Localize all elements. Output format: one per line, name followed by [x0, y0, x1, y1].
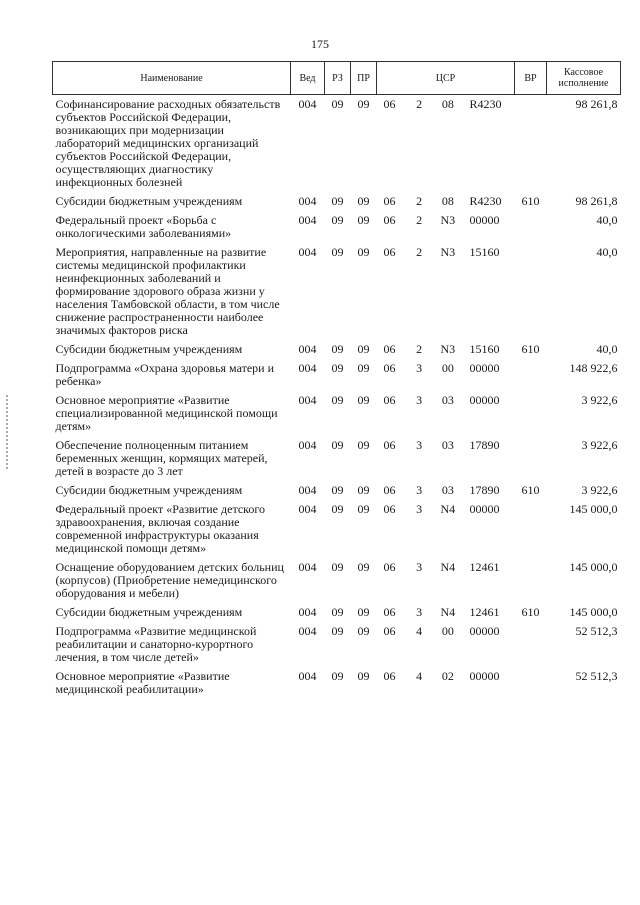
csr-program: 06 [383, 605, 396, 619]
row-name: Основное мероприятие «Развитие медицинской реабилитации» [55, 669, 230, 696]
csr-subprogram: 3 [416, 361, 423, 375]
csr-event: N3 [440, 342, 456, 356]
csr-direction: 00000 [469, 502, 500, 516]
row-pr: 09 [357, 483, 370, 497]
row-vr: 610 [521, 483, 540, 497]
csr-program: 06 [383, 361, 396, 375]
row-rz: 09 [331, 502, 344, 516]
csr-program: 06 [383, 97, 396, 111]
csr-program: 06 [383, 194, 396, 208]
header-vr: ВР [515, 62, 547, 95]
row-vr [515, 211, 547, 243]
csr-subprogram: 3 [416, 393, 423, 407]
row-amount: 3 922,6 [581, 393, 618, 407]
table-row [53, 340, 621, 359]
csr-direction: 00000 [469, 669, 500, 683]
row-pr: 09 [357, 560, 370, 574]
header-ved: Вед [291, 62, 325, 95]
row-csr [377, 667, 515, 699]
csr-direction: 15160 [469, 342, 500, 356]
row-name: Подпрограмма «Развитие медицинской реабилитации и санаторно-курортного лечения, в том числе детей» [55, 624, 257, 664]
row-name: Основное мероприятие «Развитие специализированной медицинской помощи детям» [55, 393, 278, 433]
row-pr: 09 [357, 213, 370, 227]
table-row [53, 359, 621, 391]
row-vr [515, 391, 547, 436]
csr-event: 08 [441, 194, 454, 208]
row-pr: 09 [357, 438, 370, 452]
csr-subprogram: 2 [416, 213, 423, 227]
row-amount: 98 261,8 [575, 97, 618, 111]
row-vr: 610 [521, 605, 540, 619]
row-ved: 004 [298, 438, 317, 452]
table-row [53, 667, 621, 699]
csr-direction: 00000 [469, 393, 500, 407]
csr-subprogram: 2 [416, 97, 423, 111]
row-amount: 148 922,6 [569, 361, 618, 375]
row-amount: 145 000,0 [569, 502, 618, 516]
row-csr [377, 436, 515, 481]
row-pr: 09 [357, 669, 370, 683]
row-ved: 004 [298, 502, 317, 516]
row-rz: 09 [331, 624, 344, 638]
row-csr [377, 391, 515, 436]
row-vr [515, 359, 547, 391]
csr-event: 02 [441, 669, 454, 683]
row-pr: 09 [357, 361, 370, 375]
row-csr [377, 340, 515, 359]
row-amount: 52 512,3 [575, 624, 618, 638]
csr-direction: 17890 [469, 438, 500, 452]
row-ved: 004 [298, 483, 317, 497]
row-rz: 09 [331, 194, 344, 208]
csr-event: N4 [440, 605, 456, 619]
csr-program: 06 [383, 342, 396, 356]
row-pr: 09 [357, 342, 370, 356]
row-amount: 40,0 [596, 342, 618, 356]
table-row [53, 622, 621, 667]
row-rz: 09 [331, 245, 344, 259]
csr-subprogram: 3 [416, 605, 423, 619]
csr-event: 00 [441, 624, 454, 638]
row-name: Субсидии бюджетным учреждениям [55, 342, 243, 356]
csr-direction: R4230 [469, 194, 502, 208]
table-row [53, 603, 621, 622]
csr-subprogram: 4 [416, 624, 423, 638]
row-rz: 09 [331, 213, 344, 227]
header-rz: РЗ [325, 62, 351, 95]
csr-direction: 00000 [469, 213, 500, 227]
row-ved: 004 [298, 194, 317, 208]
row-vr [515, 500, 547, 558]
row-csr [377, 95, 515, 193]
table-header [53, 62, 621, 95]
csr-event: 00 [441, 361, 454, 375]
csr-direction: 12461 [469, 605, 500, 619]
row-csr [377, 622, 515, 667]
side-margin-mark [6, 395, 8, 470]
header-pr: ПР [351, 62, 377, 95]
csr-program: 06 [383, 483, 396, 497]
row-ved: 004 [298, 361, 317, 375]
row-csr [377, 211, 515, 243]
row-vr [515, 558, 547, 603]
row-amount: 98 261,8 [575, 194, 618, 208]
csr-direction: 00000 [469, 624, 500, 638]
csr-event: 08 [441, 97, 454, 111]
row-rz: 09 [331, 669, 344, 683]
header-name: Наименование [53, 62, 291, 95]
csr-event: N3 [440, 213, 456, 227]
row-amount: 3 922,6 [581, 438, 618, 452]
budget-table [52, 61, 621, 699]
table-row [53, 500, 621, 558]
csr-event: 03 [441, 483, 454, 497]
csr-program: 06 [383, 393, 396, 407]
row-ved: 004 [298, 560, 317, 574]
page-number: 175 [311, 37, 329, 51]
row-name: Оснащение оборудованием детских больниц (корпусов) (Приобретение немедицинского оборудования и мебели) [55, 560, 284, 600]
row-csr [377, 500, 515, 558]
row-csr [377, 192, 515, 211]
row-name: Субсидии бюджетным учреждениям [55, 483, 243, 497]
row-rz: 09 [331, 97, 344, 111]
csr-program: 06 [383, 438, 396, 452]
row-amount: 40,0 [596, 245, 618, 259]
csr-event: 03 [441, 438, 454, 452]
row-csr [377, 558, 515, 603]
row-name: Субсидии бюджетным учреждениям [55, 194, 243, 208]
csr-subprogram: 3 [416, 560, 423, 574]
csr-subprogram: 2 [416, 342, 423, 356]
row-vr [515, 243, 547, 340]
row-ved: 004 [298, 624, 317, 638]
row-vr: 610 [521, 342, 540, 356]
row-amount: 40,0 [596, 213, 618, 227]
table-row [53, 558, 621, 603]
csr-event: 03 [441, 393, 454, 407]
csr-direction: 15160 [469, 245, 500, 259]
row-ved: 004 [298, 342, 317, 356]
csr-program: 06 [383, 213, 396, 227]
row-csr [377, 481, 515, 500]
table-body [53, 95, 621, 700]
table-row [53, 391, 621, 436]
csr-event: N4 [440, 560, 456, 574]
table-row [53, 192, 621, 211]
csr-subprogram: 3 [416, 483, 423, 497]
row-pr: 09 [357, 393, 370, 407]
csr-subprogram: 2 [416, 245, 423, 259]
table-row [53, 436, 621, 481]
row-csr [377, 359, 515, 391]
row-name: Обеспечение полноценным питанием беременных женщин, кормящих матерей, детей в возрасте до 3 лет [55, 438, 268, 478]
csr-program: 06 [383, 560, 396, 574]
table-row [53, 243, 621, 340]
row-csr [377, 603, 515, 622]
row-ved: 004 [298, 245, 317, 259]
row-rz: 09 [331, 393, 344, 407]
row-ved: 004 [298, 213, 317, 227]
row-rz: 09 [331, 438, 344, 452]
csr-program: 06 [383, 502, 396, 516]
csr-program: 06 [383, 245, 396, 259]
csr-program: 06 [383, 624, 396, 638]
row-pr: 09 [357, 502, 370, 516]
row-name: Федеральный проект «Борьба с онкологическими заболеваниями» [55, 213, 232, 240]
csr-subprogram: 2 [416, 194, 423, 208]
table-row [53, 211, 621, 243]
row-amount: 3 922,6 [581, 483, 618, 497]
row-rz: 09 [331, 361, 344, 375]
row-ved: 004 [298, 393, 317, 407]
row-rz: 09 [331, 342, 344, 356]
row-rz: 09 [331, 605, 344, 619]
csr-direction: 12461 [469, 560, 500, 574]
row-vr [515, 436, 547, 481]
csr-program: 06 [383, 669, 396, 683]
row-amount: 145 000,0 [569, 560, 618, 574]
row-pr: 09 [357, 624, 370, 638]
row-ved: 004 [298, 669, 317, 683]
csr-event: N4 [440, 502, 456, 516]
csr-direction: 17890 [469, 483, 500, 497]
row-pr: 09 [357, 245, 370, 259]
row-rz: 09 [331, 560, 344, 574]
row-ved: 004 [298, 605, 317, 619]
row-vr [515, 95, 547, 193]
header-csr: ЦСР [377, 62, 515, 95]
row-name: Федеральный проект «Развитие детского здравоохранения, включая создание современной инфраструктуры оказания медицинской помощи детям» [55, 502, 266, 555]
row-name: Субсидии бюджетным учреждениям [55, 605, 243, 619]
row-name: Мероприятия, направленные на развитие системы медицинской профилактики неинфекционных заболеваний и формирование здорового образа жизни у населения Тамбовской области, в том числе снижение распространенности наиболее значимых факторов риска [55, 245, 280, 337]
row-amount: 52 512,3 [575, 669, 618, 683]
row-pr: 09 [357, 605, 370, 619]
row-rz: 09 [331, 483, 344, 497]
row-vr [515, 667, 547, 699]
row-pr: 09 [357, 194, 370, 208]
row-name: Софинансирование расходных обязательств субъектов Российской Федерации, возникающих при модернизации лабораторий медицинских организаций субъектов Российской Федерации, осуществляющих диагностику инфекционных болезней [55, 97, 281, 189]
table-row [53, 481, 621, 500]
row-ved: 004 [298, 97, 317, 111]
csr-event: N3 [440, 245, 456, 259]
csr-subprogram: 4 [416, 669, 423, 683]
header-amount: Кассовое исполнение [547, 62, 621, 95]
row-amount: 145 000,0 [569, 605, 618, 619]
table-row [53, 95, 621, 193]
csr-direction: R4230 [469, 97, 502, 111]
csr-direction: 00000 [469, 361, 500, 375]
row-name: Подпрограмма «Охрана здоровья матери и ребенка» [55, 361, 274, 388]
row-vr: 610 [521, 194, 540, 208]
csr-subprogram: 3 [416, 438, 423, 452]
row-vr [515, 622, 547, 667]
row-pr: 09 [357, 97, 370, 111]
row-csr [377, 243, 515, 340]
csr-subprogram: 3 [416, 502, 423, 516]
